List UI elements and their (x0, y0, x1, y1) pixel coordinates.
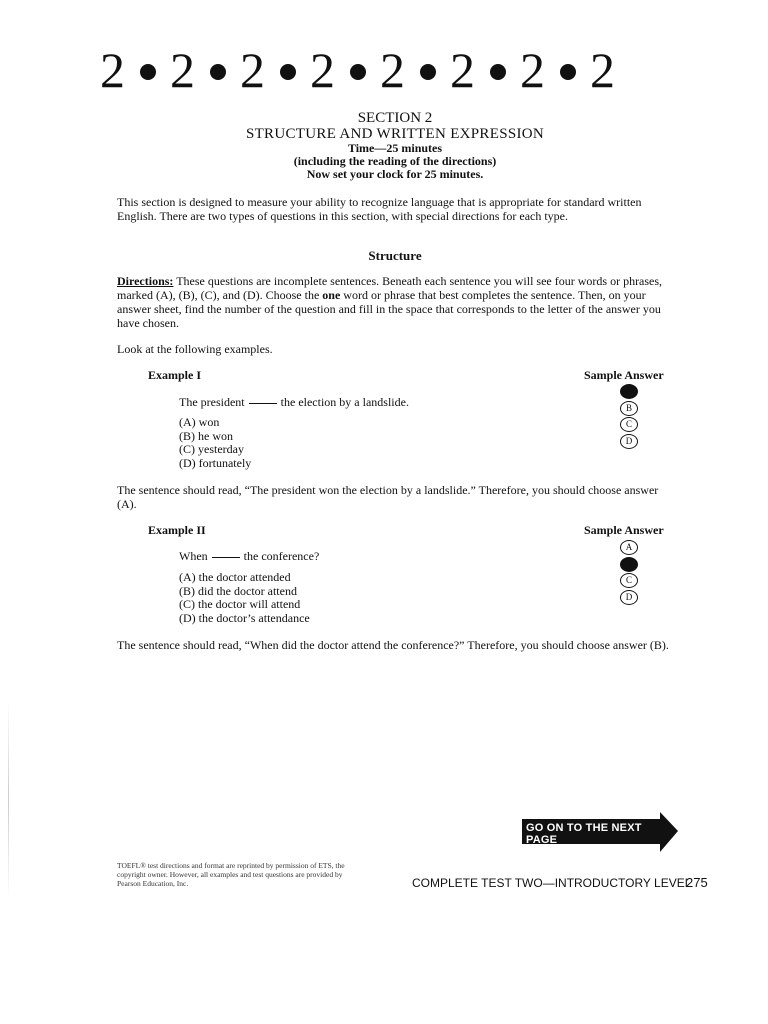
banner-digit: 2 (450, 42, 476, 98)
bubble-a: A (620, 540, 638, 555)
section-intro: This section is designed to measure your ability to recognize language that is appropriate for standard written English. There are two types of questions in this section, with special directions for each type. (117, 195, 642, 223)
bubble-b-filled: B (620, 557, 638, 572)
option-b: (B) he won (179, 428, 233, 443)
stem-text: The president (179, 395, 245, 409)
option-c: (C) yesterday (179, 442, 244, 456)
structure-heading: Structure (368, 248, 422, 263)
bullet-dot (140, 64, 156, 80)
copyright-footnote: TOEFL® test directions and format are reprinted by permission of ETS, the copyright owner. However, all examples and test questions are provided by Pearson Education, Inc. (117, 861, 345, 888)
directions-emphasis: one (322, 288, 341, 302)
banner-digit: 2 (380, 42, 406, 98)
bullet-dot (210, 64, 226, 80)
directions-text: word or phrase that best completes the sentence. Then, on your answer sheet, find the number of the question and fill in the space that corresponds to the letter of the answer you have chosen. (117, 288, 661, 330)
answer-blank (212, 557, 240, 558)
example-stem (179, 549, 319, 564)
banner-digit: 2 (100, 42, 126, 98)
banner-digit: 2 (170, 42, 196, 98)
go-next-label: GO ON TO THE NEXT PAGE (526, 822, 642, 846)
sample-answer-label: Sample Answer (584, 368, 664, 382)
bubble-d: D (620, 590, 638, 605)
option-b: (B) did the doctor attend (179, 583, 297, 598)
example-explanation: The sentence should read, “When did the doctor attend the conference?” Therefore, you should choose answer (B). (117, 638, 669, 652)
example-options (179, 571, 310, 625)
directions-label: Directions: (117, 274, 174, 288)
section-subtitle: STRUCTURE AND WRITTEN EXPRESSION (245, 126, 545, 142)
bubble-c: C (620, 417, 638, 432)
option-d: (D) fortunately (179, 455, 252, 470)
example-explanation: The sentence should read, “The president won the election by a landslide.” Therefore, you should choose answer (A). (117, 483, 659, 511)
banner-digit: 2 (520, 42, 546, 98)
option-a: (A) the doctor attended (179, 570, 291, 584)
sample-answer-bubbles (620, 540, 638, 606)
banner-digit: 2 (240, 42, 266, 98)
page-number: 275 (686, 875, 708, 890)
bubble-c: C (620, 573, 638, 588)
stem-text: When (179, 549, 208, 563)
stem-text: the conference? (243, 549, 320, 563)
banner-digit: 2 (310, 42, 336, 98)
bullet-dot (560, 64, 576, 80)
section-title: SECTION 2 (357, 110, 433, 126)
example-stem (179, 395, 409, 410)
option-c: (C) the doctor will attend (179, 597, 301, 611)
bullet-dot (280, 64, 296, 80)
section-time-limit: Time—25 minutes (347, 141, 443, 155)
section-clock-instruction: Now set your clock for 25 minutes. (306, 167, 484, 181)
bubble-a-filled: A (620, 384, 638, 399)
answer-blank (249, 403, 277, 404)
banner-digit: 2 (590, 42, 616, 98)
bullet-dot (490, 64, 506, 80)
section-time-note: (including the reading of the directions) (293, 154, 497, 168)
scan-edge-mark (8, 700, 9, 900)
footer-test-title: COMPLETE TEST TWO—INTRODUCTORY LEVEL (412, 876, 692, 890)
option-d: (D) the doctor’s attendance (179, 610, 310, 625)
sample-answer-label: Sample Answer (584, 523, 664, 537)
directions-paragraph (117, 274, 677, 330)
example-options (179, 416, 251, 470)
stem-text: the election by a landslide. (280, 395, 409, 409)
bullet-dot (350, 64, 366, 80)
sample-answer-bubbles (620, 384, 638, 450)
bubble-d: D (620, 434, 638, 449)
bullet-dot (420, 64, 436, 80)
directions-text: These questions are incomplete sentences. Beneath each sentence you will see four words or phrases, marked (A), (B), (C), and (D). Choose the (117, 274, 663, 302)
examples-intro: Look at the following examples. (117, 342, 273, 356)
example-label: Example I (148, 368, 202, 382)
option-a: (A) won (179, 415, 220, 429)
bubble-b: B (620, 401, 638, 416)
example-label: Example II (148, 523, 206, 537)
section-number-banner (100, 42, 700, 98)
